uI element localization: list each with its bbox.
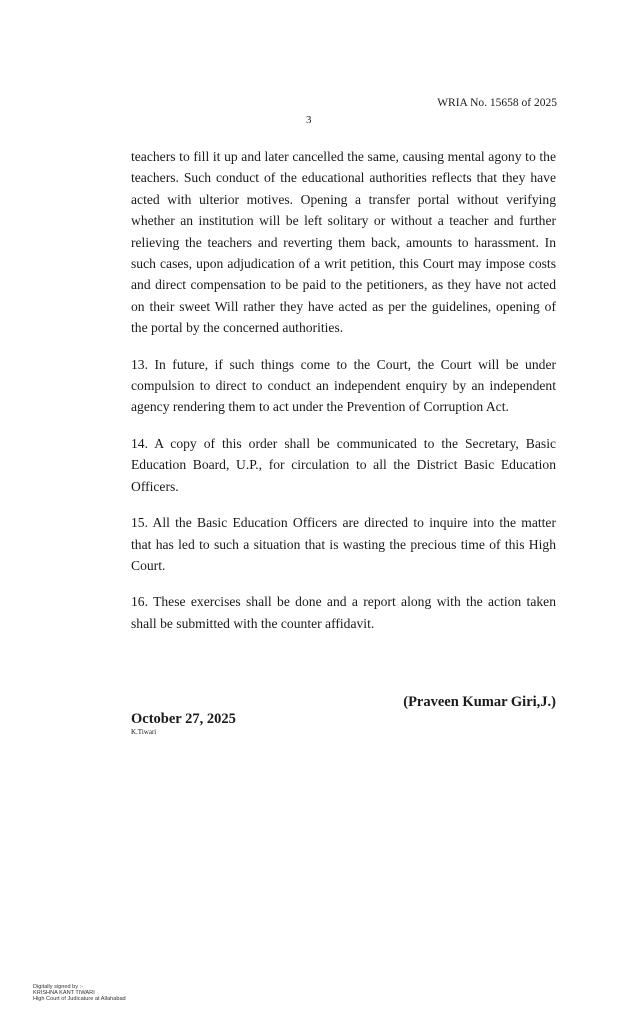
digital-signature-signer: KRISHNA KANT TIWARI [33, 989, 95, 996]
paragraph-14: 14. A copy of this order shall be communicated to the Secretary, Basic Education Board, U.P., for circulation to all the District Basic Education Officers. [131, 435, 556, 494]
paragraph-15: 15. All the Basic Education Officers are directed to inquire into the matter that has led to such a situation that is wasting the precious time of this High Court. [131, 515, 556, 573]
paragraph-13: 13. In future, if such things come to the Court, the Court will be under compulsion to direct to conduct an independent enquiry by an independent agency rendering them to act under the Prevention of Corruption Act. [131, 356, 556, 415]
order-date: October 27, 2025 [131, 711, 236, 727]
digital-signature-court: High Court of Judicature at Allahabad [33, 995, 126, 1002]
order-body [131, 146, 556, 634]
case-number: WRIA No. 15658 of 2025 [437, 97, 557, 109]
page-number: 3 [306, 114, 312, 126]
digital-signature-line: Digitally signed by :- [33, 984, 84, 990]
judge-signature: (Praveen Kumar Giri,J.) [403, 694, 556, 710]
paragraph-continued: teachers to fill it up and later cancelled the same, causing mental agony to the teachers. Such conduct of the educational authorities reflects that they have acted with ulterior motives. Opening a transfer portal without verifying whether an institution will be left solitary or without a teacher and further relieving the teachers and reverting them back, amounts to harassment. In such cases, upon adjudication of a writ petition, this Court may impose costs and direct compensation to be paid to the petitioners, as they have not acted on their sweet Will rather they have acted as per the guidelines, opening of the portal by the concerned authorities. [131, 149, 556, 336]
clerk-initials: K.Tiwari [131, 728, 157, 736]
digital-signature-block [33, 985, 126, 1002]
paragraph-16: 16. These exercises shall be done and a report along with the action taken shall be submitted with the counter affidavit. [131, 594, 556, 631]
